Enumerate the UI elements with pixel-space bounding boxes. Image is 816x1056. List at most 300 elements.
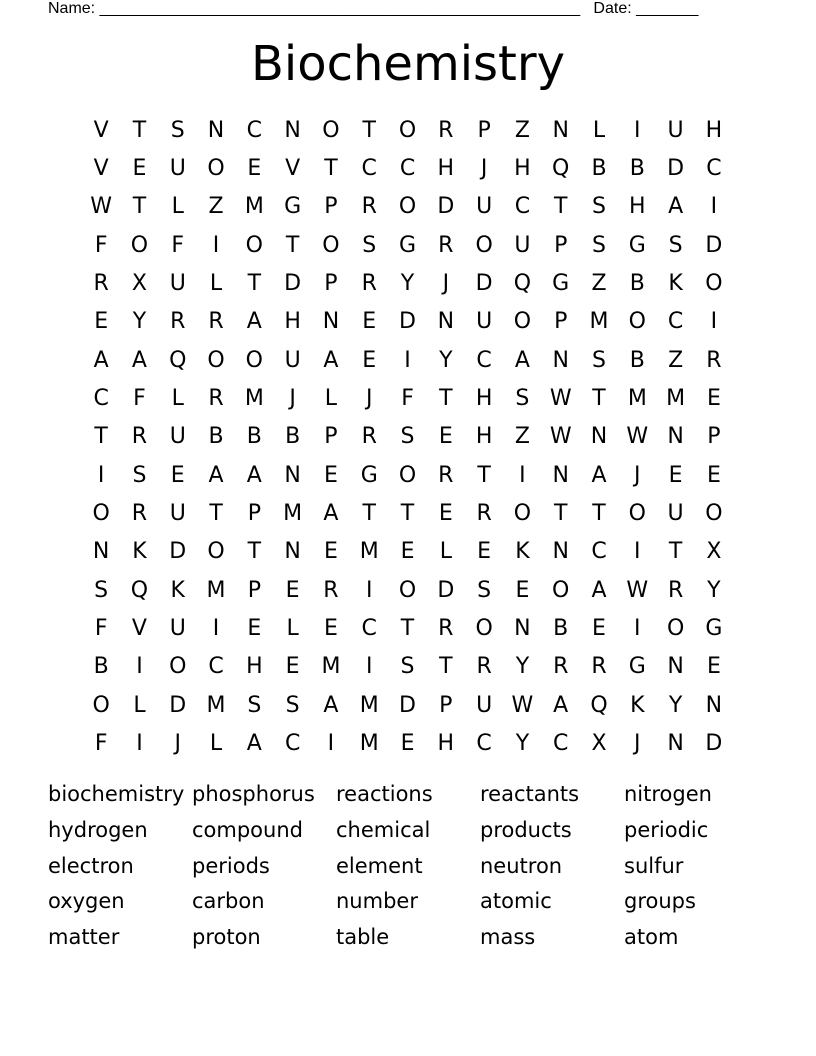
grid-letter: P bbox=[554, 309, 568, 335]
grid-letter: E bbox=[400, 539, 415, 565]
grid-letter: E bbox=[323, 539, 338, 565]
grid-letter: P bbox=[324, 194, 338, 220]
grid-letter: O bbox=[513, 501, 532, 527]
grid-letter: Y bbox=[132, 309, 147, 335]
grid-letter: Q bbox=[590, 692, 608, 718]
grid-letter: K bbox=[668, 271, 683, 297]
grid-letter: I bbox=[634, 117, 641, 143]
grid-letter: H bbox=[284, 309, 301, 335]
grid-letter: T bbox=[668, 539, 683, 565]
grid-letter: E bbox=[323, 462, 338, 488]
grid-letter: K bbox=[170, 577, 185, 603]
grid-letter: I bbox=[212, 616, 220, 642]
grid-letter: P bbox=[247, 501, 261, 527]
grid-letter: M bbox=[589, 309, 609, 335]
grid-letter: N bbox=[284, 539, 301, 565]
grid-letter: C bbox=[208, 654, 224, 680]
grid-letter: U bbox=[476, 692, 493, 718]
grid-letter: P bbox=[324, 424, 338, 450]
grid-letter: U bbox=[169, 616, 186, 642]
grid-letter: T bbox=[439, 654, 453, 680]
grid-letter: M bbox=[244, 386, 264, 412]
grid-letter: J bbox=[634, 731, 641, 757]
grid-letter: P bbox=[707, 424, 721, 450]
grid-letter: I bbox=[634, 616, 641, 642]
grid-letter: H bbox=[475, 424, 493, 450]
grid-letter: N bbox=[92, 539, 110, 565]
word-list-item: biochemistry bbox=[48, 782, 185, 806]
grid-letter: N bbox=[667, 424, 684, 450]
grid-letter: O bbox=[322, 117, 340, 143]
grid-letter: P bbox=[324, 271, 338, 297]
grid-letter: E bbox=[592, 616, 606, 642]
grid-letter: T bbox=[362, 117, 376, 143]
grid-letter: V bbox=[93, 117, 109, 143]
word-list-item: element bbox=[336, 853, 423, 878]
grid-letter: Y bbox=[515, 654, 530, 680]
grid-letter: A bbox=[553, 692, 569, 718]
grid-letter: H bbox=[475, 386, 493, 412]
grid-letter: O bbox=[513, 309, 532, 335]
grid-letter: N bbox=[667, 731, 684, 757]
grid-letter: O bbox=[475, 232, 493, 258]
grid-letter: L bbox=[286, 616, 299, 642]
grid-letter: R bbox=[438, 117, 454, 143]
grid-letter: S bbox=[132, 462, 147, 488]
grid-letter: F bbox=[133, 386, 146, 412]
grid-letter: M bbox=[206, 692, 226, 718]
grid-letter: E bbox=[323, 616, 338, 642]
grid-letter: Z bbox=[514, 424, 530, 450]
grid-letter: F bbox=[94, 232, 108, 258]
grid-letter: O bbox=[705, 501, 723, 527]
word-list-item: sulfur bbox=[624, 853, 684, 878]
grid-letter: P bbox=[247, 577, 261, 603]
grid-letter: C bbox=[591, 539, 607, 565]
grid-letter: D bbox=[705, 731, 723, 757]
grid-letter: E bbox=[706, 462, 721, 488]
grid-letter: B bbox=[285, 424, 301, 450]
grid-letter: Q bbox=[169, 347, 187, 373]
grid-letter: L bbox=[171, 194, 184, 220]
word-list-item: number bbox=[336, 889, 418, 914]
grid-letter: S bbox=[94, 577, 109, 603]
grid-letter: J bbox=[289, 386, 296, 412]
grid-letter: R bbox=[131, 424, 148, 450]
grid-letter: R bbox=[553, 654, 569, 680]
grid-letter: S bbox=[668, 232, 683, 258]
grid-letter: T bbox=[132, 117, 147, 143]
grid-letter: O bbox=[92, 692, 110, 718]
grid-letter: O bbox=[207, 156, 225, 182]
grid-letter: S bbox=[247, 692, 262, 718]
grid-letter: U bbox=[667, 117, 684, 143]
grid-letter: Y bbox=[515, 731, 530, 757]
grid-letter: R bbox=[170, 309, 186, 335]
grid-letter: T bbox=[400, 616, 415, 642]
grid-letter: R bbox=[93, 271, 109, 297]
grid-letter: T bbox=[400, 501, 415, 527]
grid-letter: Y bbox=[707, 577, 721, 603]
grid-letter: R bbox=[361, 194, 377, 220]
grid-letter: O bbox=[245, 347, 263, 373]
grid-letter: E bbox=[515, 577, 530, 603]
grid-letter: F bbox=[94, 616, 108, 642]
grid-letter: H bbox=[246, 654, 263, 680]
grid-letter: J bbox=[365, 386, 373, 412]
grid-letter: Y bbox=[668, 692, 683, 718]
grid-letter: C bbox=[361, 616, 377, 642]
grid-letter: L bbox=[439, 539, 452, 565]
grid-letter: T bbox=[439, 386, 453, 412]
grid-letter: K bbox=[515, 539, 530, 565]
grid-letter: O bbox=[552, 577, 570, 603]
grid-letter: I bbox=[327, 731, 335, 757]
grid-letter: A bbox=[323, 501, 339, 527]
grid-letter: L bbox=[324, 386, 338, 412]
grid-letter: C bbox=[93, 386, 109, 412]
word-list-item: groups bbox=[624, 889, 696, 914]
grid-letter: O bbox=[92, 501, 110, 527]
grid-letter: T bbox=[285, 232, 300, 258]
grid-letter: R bbox=[361, 424, 377, 450]
grid-letter: S bbox=[592, 347, 606, 373]
grid-letter: R bbox=[438, 462, 454, 488]
grid-letter: W bbox=[549, 386, 572, 412]
grid-letter: C bbox=[246, 117, 263, 143]
grid-letter: T bbox=[553, 501, 568, 527]
grid-letter: E bbox=[438, 424, 453, 450]
grid-letter: O bbox=[398, 462, 417, 488]
grid-letter: L bbox=[209, 731, 223, 757]
grid-letter: U bbox=[514, 232, 531, 258]
grid-letter: W bbox=[549, 424, 572, 450]
grid-letter: T bbox=[362, 501, 376, 527]
grid-letter: E bbox=[362, 347, 377, 373]
grid-letter: N bbox=[207, 117, 225, 143]
grid-letter: M bbox=[359, 539, 379, 565]
grid-letter: C bbox=[399, 156, 416, 182]
word-list-item: carbon bbox=[192, 889, 265, 914]
grid-letter: M bbox=[321, 654, 341, 680]
grid-letter: E bbox=[285, 654, 300, 680]
grid-letter: S bbox=[285, 692, 300, 718]
grid-letter: N bbox=[552, 117, 569, 143]
grid-letter: O bbox=[475, 616, 493, 642]
word-list-item: reactants bbox=[480, 782, 580, 806]
grid-letter: S bbox=[400, 654, 415, 680]
word-list bbox=[48, 778, 768, 957]
grid-letter: E bbox=[170, 462, 185, 488]
grid-letter: E bbox=[247, 156, 262, 182]
grid-letter: A bbox=[323, 347, 339, 373]
grid-letter: C bbox=[667, 309, 684, 335]
grid-letter: H bbox=[437, 731, 455, 757]
grid-letter: G bbox=[398, 232, 417, 258]
grid-letter: M bbox=[283, 501, 303, 527]
word-list-item: neutron bbox=[480, 853, 563, 878]
grid-letter: U bbox=[667, 501, 684, 527]
grid-letter: A bbox=[591, 462, 607, 488]
grid-letter: C bbox=[553, 731, 569, 757]
grid-letter: A bbox=[514, 347, 530, 373]
grid-letter: O bbox=[666, 616, 685, 642]
grid-letter: B bbox=[93, 654, 109, 680]
grid-letter: O bbox=[628, 501, 646, 527]
grid-letter: E bbox=[438, 501, 453, 527]
grid-letter: Y bbox=[439, 347, 453, 373]
grid-letter: A bbox=[131, 347, 147, 373]
grid-letter: B bbox=[246, 424, 262, 450]
grid-letter: N bbox=[705, 692, 723, 718]
grid-letter: M bbox=[206, 577, 226, 603]
word-list-item: mass bbox=[480, 925, 536, 950]
grid-letter: R bbox=[438, 232, 454, 258]
grid-letter: O bbox=[322, 232, 340, 258]
grid-letter: H bbox=[514, 156, 531, 182]
grid-letter: R bbox=[131, 501, 148, 527]
grid-letter: B bbox=[553, 616, 569, 642]
grid-letter: D bbox=[399, 692, 416, 718]
grid-letter: I bbox=[710, 309, 718, 335]
grid-letter: U bbox=[169, 156, 186, 182]
grid-letter: A bbox=[246, 462, 262, 488]
grid-letter: G bbox=[360, 462, 378, 488]
grid-letter: I bbox=[710, 194, 718, 220]
grid-letter: Z bbox=[668, 347, 684, 373]
grid-letter: X bbox=[706, 539, 722, 565]
grid-letter: V bbox=[285, 156, 301, 182]
grid-letter: O bbox=[398, 577, 417, 603]
grid-letter: C bbox=[361, 156, 377, 182]
grid-letter: U bbox=[169, 501, 186, 527]
grid-letter: T bbox=[94, 424, 108, 450]
grid-letter: S bbox=[170, 117, 185, 143]
grid-letter: K bbox=[132, 539, 147, 565]
grid-letter: C bbox=[284, 731, 301, 757]
grid-letter: R bbox=[476, 654, 492, 680]
grid-letter: O bbox=[130, 232, 149, 258]
word-list-item: table bbox=[336, 925, 390, 950]
grid-letter: U bbox=[169, 271, 186, 297]
word-list-item: proton bbox=[192, 925, 261, 950]
grid-letter: C bbox=[514, 194, 531, 220]
grid-letter: A bbox=[93, 347, 109, 373]
grid-letter: A bbox=[668, 194, 684, 220]
word-list-item: oxygen bbox=[48, 889, 125, 914]
grid-letter: N bbox=[552, 462, 569, 488]
grid-letter: T bbox=[324, 156, 338, 182]
grid-letter: Q bbox=[130, 577, 149, 603]
grid-letter: W bbox=[511, 692, 534, 718]
grid-letter: L bbox=[209, 271, 223, 297]
grid-letter: E bbox=[247, 616, 262, 642]
grid-letter: I bbox=[136, 731, 143, 757]
grid-letter: R bbox=[208, 386, 224, 412]
grid-letter: Z bbox=[514, 117, 530, 143]
grid-letter: E bbox=[400, 731, 415, 757]
grid-letter: A bbox=[591, 577, 607, 603]
grid-letter: O bbox=[207, 347, 225, 373]
grid-letter: R bbox=[706, 347, 722, 373]
grid-letter: J bbox=[174, 731, 181, 757]
grid-letter: K bbox=[630, 692, 645, 718]
grid-letter: Y bbox=[400, 271, 415, 297]
grid-letter: V bbox=[93, 156, 109, 182]
word-list-item: atom bbox=[624, 925, 679, 950]
grid-letter: R bbox=[361, 271, 377, 297]
grid-letter: N bbox=[514, 616, 531, 642]
grid-letter: G bbox=[628, 654, 646, 680]
grid-letter: G bbox=[628, 232, 646, 258]
grid-letter: L bbox=[592, 117, 606, 143]
grid-letter: D bbox=[437, 577, 455, 603]
grid-letter: F bbox=[401, 386, 414, 412]
grid-letter: G bbox=[284, 194, 302, 220]
grid-letter: A bbox=[246, 309, 262, 335]
word-list-item: atomic bbox=[480, 889, 552, 914]
grid-letter: N bbox=[437, 309, 455, 335]
letter-grid bbox=[82, 111, 733, 763]
grid-letter: M bbox=[359, 731, 379, 757]
grid-letter: D bbox=[399, 309, 416, 335]
word-list-item: nitrogen bbox=[624, 782, 712, 806]
grid-letter: T bbox=[247, 539, 262, 565]
grid-letter: I bbox=[365, 577, 373, 603]
grid-letter: R bbox=[591, 654, 607, 680]
grid-letter: D bbox=[284, 271, 302, 297]
grid-letter: S bbox=[477, 577, 492, 603]
grid-letter: R bbox=[476, 501, 492, 527]
grid-letter: U bbox=[284, 347, 301, 373]
grid-letter: J bbox=[634, 462, 641, 488]
grid-letter: M bbox=[666, 386, 686, 412]
grid-letter: J bbox=[442, 271, 450, 297]
grid-letter: I bbox=[136, 654, 143, 680]
grid-letter: D bbox=[437, 194, 455, 220]
grid-letter: S bbox=[400, 424, 415, 450]
grid-letter: H bbox=[437, 156, 455, 182]
grid-letter: O bbox=[169, 654, 187, 680]
grid-letter: S bbox=[362, 232, 377, 258]
grid-letter: N bbox=[284, 117, 301, 143]
grid-letter: D bbox=[169, 692, 187, 718]
grid-letter: W bbox=[626, 424, 649, 450]
grid-letter: O bbox=[398, 194, 417, 220]
grid-letter: M bbox=[359, 692, 379, 718]
grid-letter: L bbox=[171, 386, 184, 412]
grid-letter: T bbox=[592, 501, 606, 527]
grid-letter: B bbox=[591, 156, 607, 182]
word-list-item: electron bbox=[48, 853, 134, 878]
grid-letter: N bbox=[552, 347, 569, 373]
grid-letter: D bbox=[667, 156, 685, 182]
grid-letter: I bbox=[519, 462, 526, 488]
grid-letter: N bbox=[322, 309, 340, 335]
grid-letter: F bbox=[94, 731, 108, 757]
grid-letter: P bbox=[439, 692, 453, 718]
grid-letter: B bbox=[629, 347, 645, 373]
grid-letter: R bbox=[323, 577, 339, 603]
grid-letter: P bbox=[477, 117, 491, 143]
grid-letter: T bbox=[209, 501, 223, 527]
word-list-item: compound bbox=[192, 817, 303, 842]
grid-letter: T bbox=[247, 271, 262, 297]
grid-letter: E bbox=[94, 309, 109, 335]
grid-letter: Z bbox=[591, 271, 607, 297]
grid-letter: Q bbox=[513, 271, 532, 297]
grid-letter: I bbox=[365, 654, 373, 680]
grid-letter: E bbox=[706, 654, 721, 680]
grid-letter: A bbox=[246, 731, 262, 757]
grid-letter: T bbox=[592, 386, 606, 412]
grid-letter: S bbox=[515, 386, 530, 412]
grid-letter: W bbox=[90, 194, 113, 220]
grid-letter: W bbox=[626, 577, 649, 603]
grid-letter: R bbox=[667, 577, 684, 603]
grid-letter: T bbox=[132, 194, 147, 220]
grid-letter: I bbox=[634, 539, 641, 565]
grid-letter: N bbox=[667, 654, 684, 680]
grid-letter: A bbox=[208, 462, 224, 488]
grid-letter: U bbox=[476, 194, 493, 220]
grid-letter: I bbox=[97, 462, 105, 488]
word-list-item: reactions bbox=[336, 782, 433, 806]
grid-letter: B bbox=[208, 424, 224, 450]
grid-letter: H bbox=[705, 117, 723, 143]
grid-letter: D bbox=[705, 232, 723, 258]
grid-letter: R bbox=[208, 309, 224, 335]
grid-letter: G bbox=[552, 271, 570, 297]
grid-letter: E bbox=[477, 539, 492, 565]
grid-letter: C bbox=[706, 156, 722, 182]
grid-letter: U bbox=[476, 309, 493, 335]
word-list-item: products bbox=[480, 817, 572, 842]
grid-letter: E bbox=[285, 577, 300, 603]
word-list-item: chemical bbox=[336, 817, 431, 842]
grid-letter: S bbox=[592, 232, 606, 258]
page-title: Biochemistry bbox=[250, 36, 566, 92]
grid-letter: E bbox=[706, 386, 721, 412]
grid-letter: E bbox=[362, 309, 377, 335]
grid-letter: D bbox=[169, 539, 187, 565]
grid-letter: R bbox=[438, 616, 454, 642]
grid-letter: O bbox=[628, 309, 646, 335]
grid-letter: T bbox=[553, 194, 568, 220]
grid-letter: S bbox=[592, 194, 606, 220]
grid-letter: O bbox=[705, 271, 723, 297]
word-list-item: matter bbox=[48, 925, 120, 950]
grid-letter: U bbox=[169, 424, 186, 450]
grid-letter: B bbox=[629, 271, 645, 297]
grid-letter: T bbox=[477, 462, 491, 488]
grid-letter: G bbox=[705, 616, 723, 642]
grid-letter: B bbox=[629, 156, 645, 182]
grid-letter: O bbox=[207, 539, 225, 565]
grid-letter: N bbox=[284, 462, 301, 488]
grid-letter: J bbox=[480, 156, 488, 182]
grid-letter: P bbox=[554, 232, 568, 258]
grid-letter: D bbox=[475, 271, 493, 297]
word-list-item: periods bbox=[192, 853, 270, 878]
grid-letter: O bbox=[245, 232, 263, 258]
grid-letter: L bbox=[133, 692, 146, 718]
grid-letter: M bbox=[244, 194, 264, 220]
grid-letter: C bbox=[476, 731, 492, 757]
grid-letter: Q bbox=[552, 156, 570, 182]
word-list-item: periodic bbox=[624, 817, 709, 842]
grid-letter: E bbox=[132, 156, 147, 182]
